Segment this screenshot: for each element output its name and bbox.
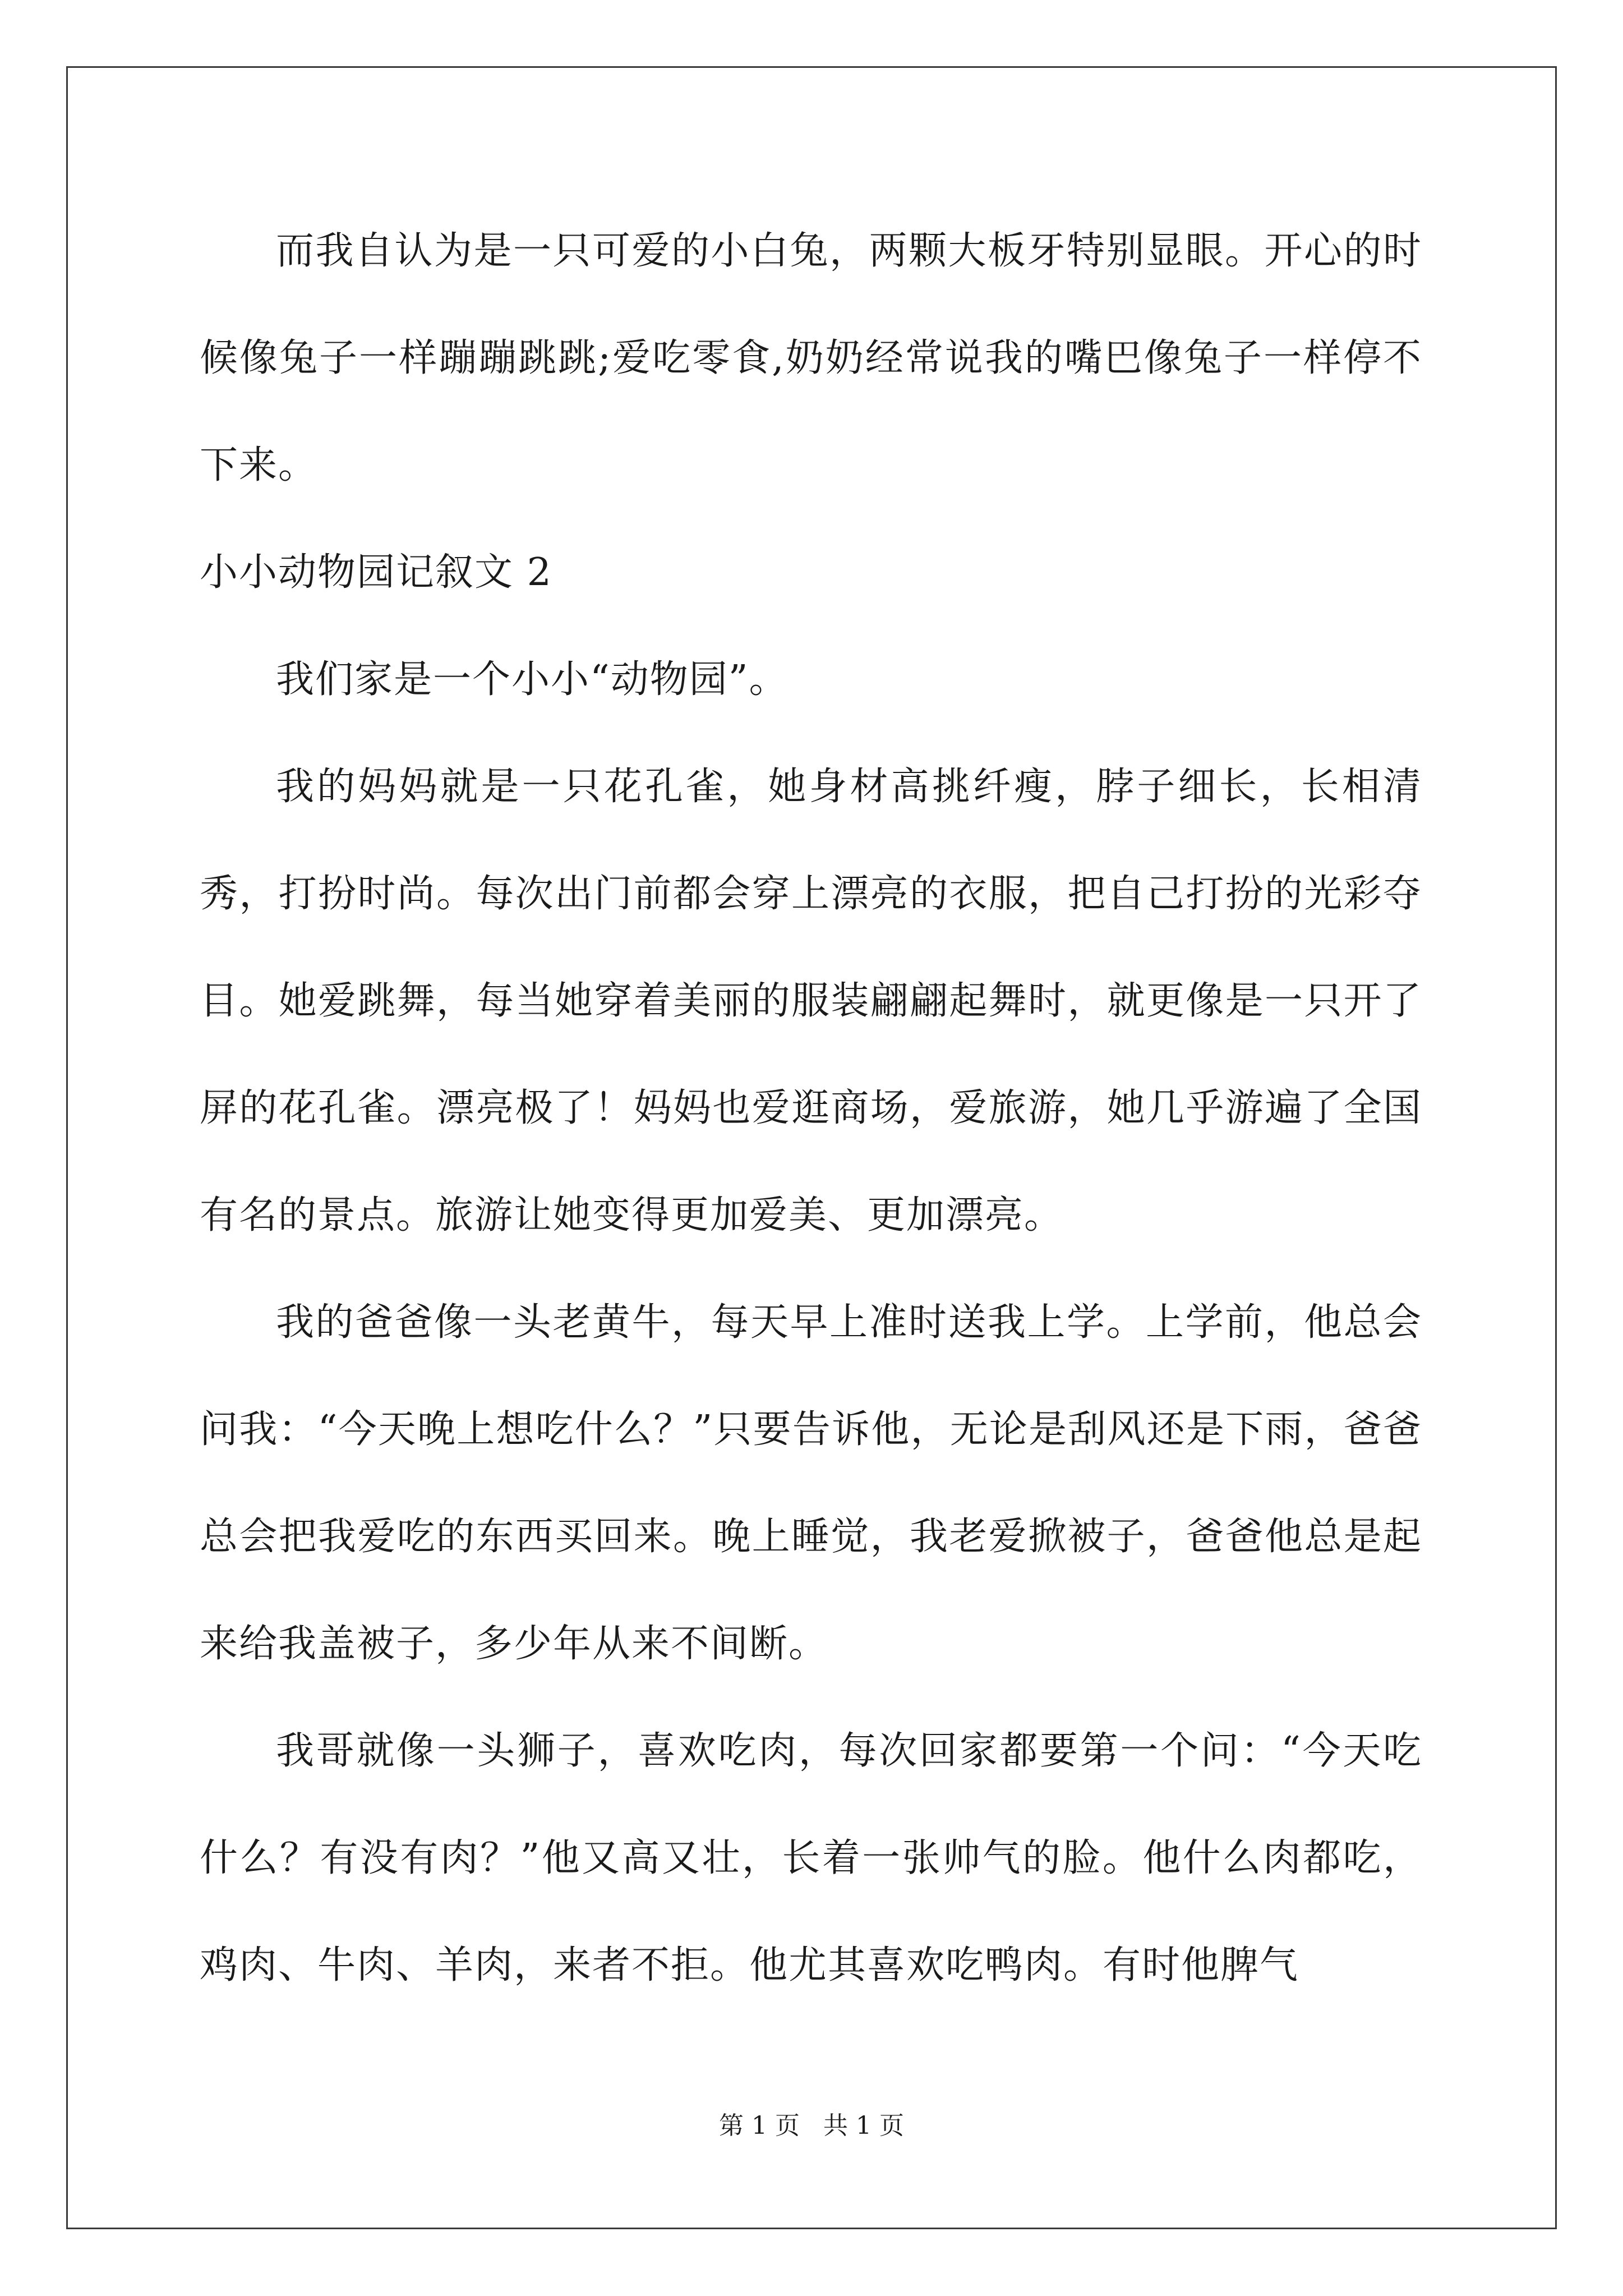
section-heading: 小小动物园记叙文 2 xyxy=(200,550,552,595)
paragraph-3: 我的妈妈就是一只花孔雀，她身材高挑纤瘦，脖子细长，长相清秀，打扮时尚。每次出门前都会穿上漂亮的衣服，把自己打扮的光彩夺目。她爱跳舞，每当她穿着美丽的服装翩翩起舞时，就更像是一只开了屏的花孔雀。漂亮极了！妈妈也爱逛商场，爱旅游，她几乎游遍了全国有名的景点。旅游让她变得更加爱美、更加漂亮。 xyxy=(200,765,1422,1237)
paragraph-2: 我们家是一个小小“动物园”。 xyxy=(276,657,789,702)
document-body xyxy=(200,197,1422,2019)
page-footer xyxy=(0,2109,1623,2143)
paragraph-5: 我哥就像一头狮子，喜欢吃肉，每次回家都要第一个问：“今天吃什么？有没有肉？”他又高又壮，长着一张帅气的脸。他什么肉都吃，鸡肉、牛肉、羊肉，来者不拒。他尤其喜欢吃鸭肉。有时他脾气 xyxy=(200,1729,1422,1987)
paragraph-1: 而我自认为是一只可爱的小白兔，两颗大板牙特别显眼。开心的时候像兔子一样蹦蹦跳跳;爱吃零食,奶奶经常说我的嘴巴像兔子一样停不下来。 xyxy=(200,229,1422,487)
page-total: 共 1 页 xyxy=(823,2111,904,2140)
paragraph-4: 我的爸爸像一头老黄牛，每天早上准时送我上学。上学前，他总会问我：“今天晚上想吃什么？”只要告诉他，无论是刮风还是下雨，爸爸总会把我爱吃的东西买回来。晚上睡觉，我老爱掀被子，爸爸他总是起来给我盖被子，多少年从来不间断。 xyxy=(200,1300,1422,1666)
page-number: 第 1 页 xyxy=(719,2111,800,2140)
